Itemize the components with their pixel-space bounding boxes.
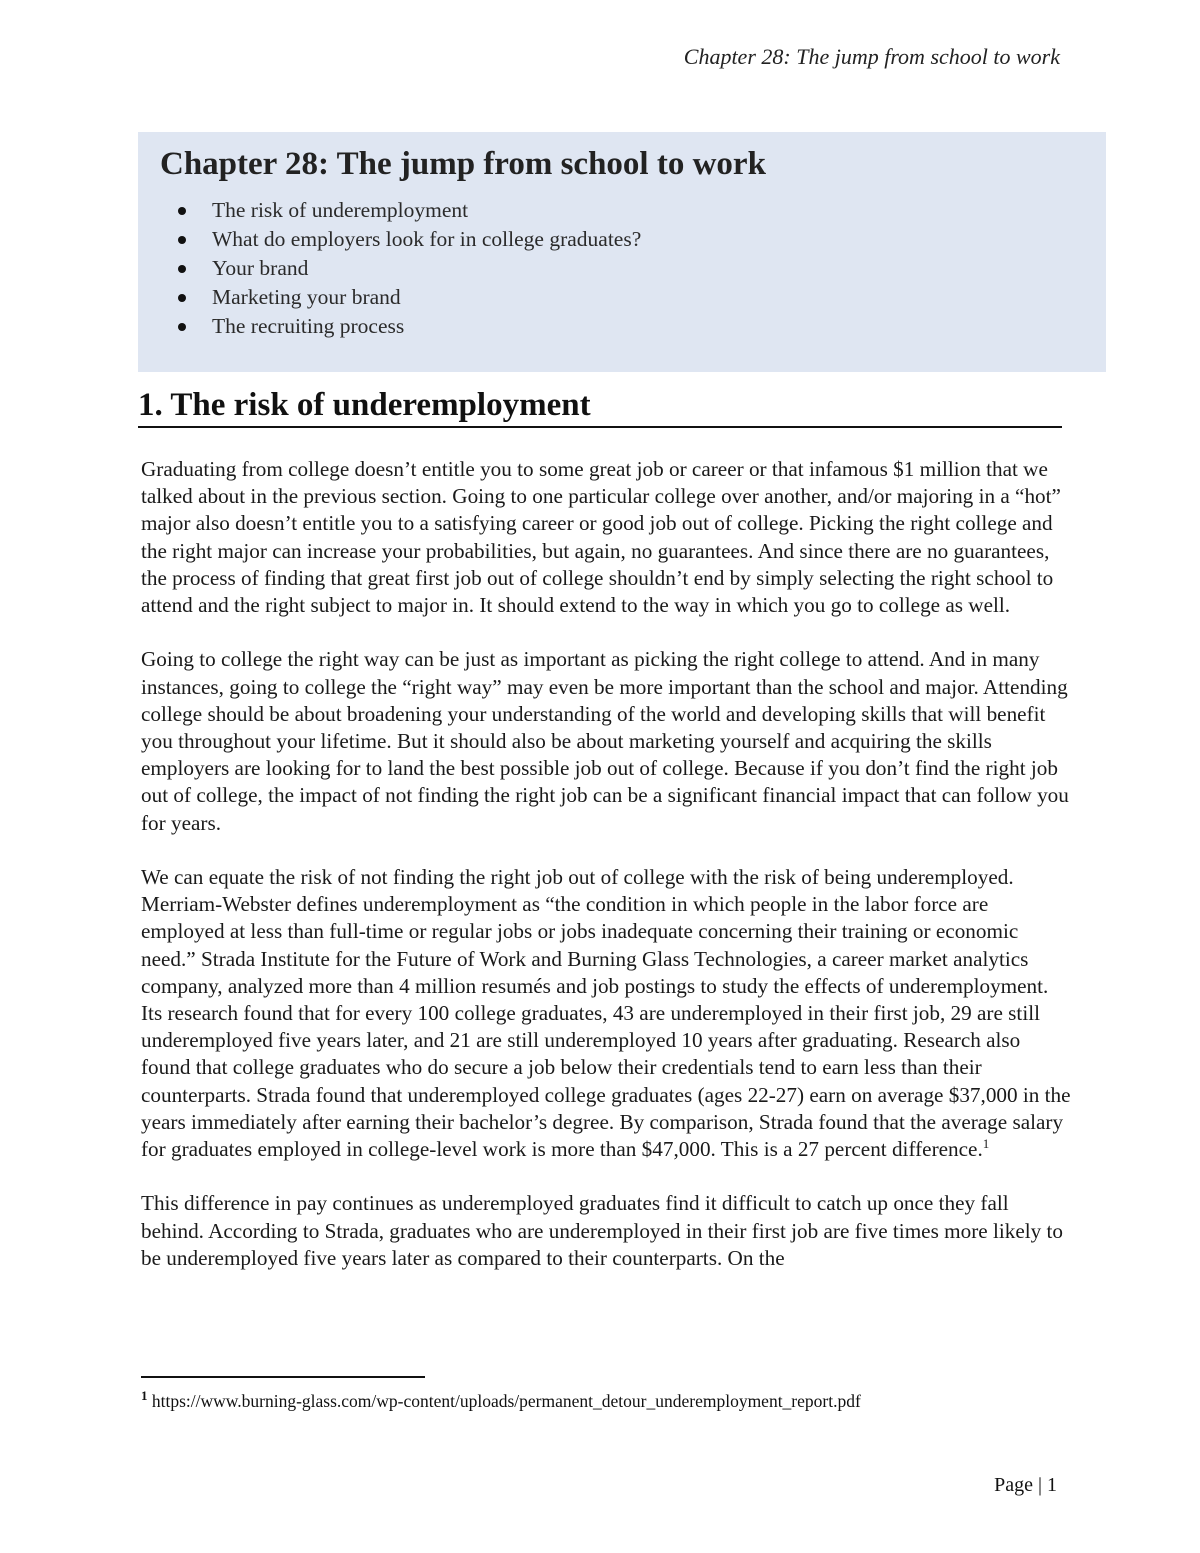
- footnote-marker: 1: [141, 1388, 148, 1403]
- outline-item-label: What do employers look for in college graduates?: [212, 227, 642, 251]
- section-heading: 1. The risk of underemployment: [138, 384, 1062, 428]
- bullet-icon: [178, 265, 186, 273]
- outline-item-label: The recruiting process: [212, 314, 405, 338]
- outline-item: [160, 283, 1084, 312]
- bullet-icon: [178, 323, 186, 331]
- footnote-reference[interactable]: 1: [982, 1135, 990, 1151]
- outline-item: [160, 312, 1084, 341]
- bullet-icon: [178, 207, 186, 215]
- chapter-title: Chapter 28: The jump from school to work: [160, 146, 766, 182]
- chapter-outline-list: [160, 196, 1084, 341]
- page-number: Page | 1: [994, 1474, 1057, 1496]
- paragraph: Graduating from college doesn’t entitle you to some great job or career or that infamous $1 million that we talked about in the previous section. Going to one particular college over another, and/or majoring in a “hot” major also doesn’t entitle you to a satisfying career or good job out of college. Picking the right college and the right major can increase your probabilities, but again, no guarantees. And since there are no guarantees, the process of finding that great first job out of college shouldn’t end by simply selecting the right school to attend and the right subject to major in. It should extend to the way in which you go to college as well.: [141, 457, 1061, 618]
- footnote-divider: [141, 1376, 425, 1378]
- outline-item-label: Your brand: [212, 256, 309, 280]
- chapter-outline-box: [138, 132, 1106, 372]
- paragraph: [141, 864, 1071, 1163]
- running-header: Chapter 28: The jump from school to work: [683, 44, 1060, 69]
- outline-item: [160, 196, 1084, 225]
- footnote-link[interactable]: https://www.burning-glass.com/wp-content/uploads/permanent_detour_underemployment_report.pdf: [147, 1390, 861, 1411]
- body-text: [141, 456, 1071, 1272]
- outline-item-label: The risk of underemployment: [212, 198, 469, 222]
- footnote: [141, 1388, 861, 1412]
- bullet-icon: [178, 294, 186, 302]
- paragraph: This difference in pay continues as underemployed graduates find it difficult to catch up once they fall behind. According to Strada, graduates who are underemployed in their first job are five times more likely to be underemployed five years later as compared to their counterparts. On the: [141, 1191, 1063, 1270]
- outline-item: [160, 254, 1084, 283]
- bullet-icon: [178, 236, 186, 244]
- paragraph-text: We can equate the risk of not finding the right job out of college with the risk of being underemployed. Merriam-Webster defines underemployment as “the condition in which people in the labor force are employed at less than full-time or regular jobs or jobs inadequate concerning their training or economic need.” Strada Institute for the Future of Work and Burning Glass Technologies, a career market analytics company, analyzed more than 4 million resumés and job postings to study the effects of underemployment. Its research found that for every 100 college graduates, 43 are underemployed in their first job, 29 are still underemployed five years later, and 21 are still underemployed 10 years after graduating. Research also found that college graduates who do secure a job below their credentials tend to earn less than their counterparts. Strada found that underemployed college graduates (ages 22-27) earn on average $37,000 in the years immediately after earning their bachelor’s degree. By comparison, Strada found that the average salary for graduates employed in college-level work is more than $47,000. This is a 27 percent difference.: [141, 865, 1071, 1162]
- paragraph: Going to college the right way can be just as important as picking the right college to attend. And in many instances, going to college the “right way” may even be more important than the school and major. Attending college should be about broadening your understanding of the world and developing skills that will benefit you throughout your lifetime. But it should also be about marketing yourself and acquiring the skills employers are looking for to land the best possible job out of college. Because if you don’t find the right job out of college, the impact of not finding the right job can be a significant financial impact that can follow you for years.: [141, 647, 1069, 835]
- outline-item-label: Marketing your brand: [212, 285, 401, 309]
- outline-item: [160, 225, 1084, 254]
